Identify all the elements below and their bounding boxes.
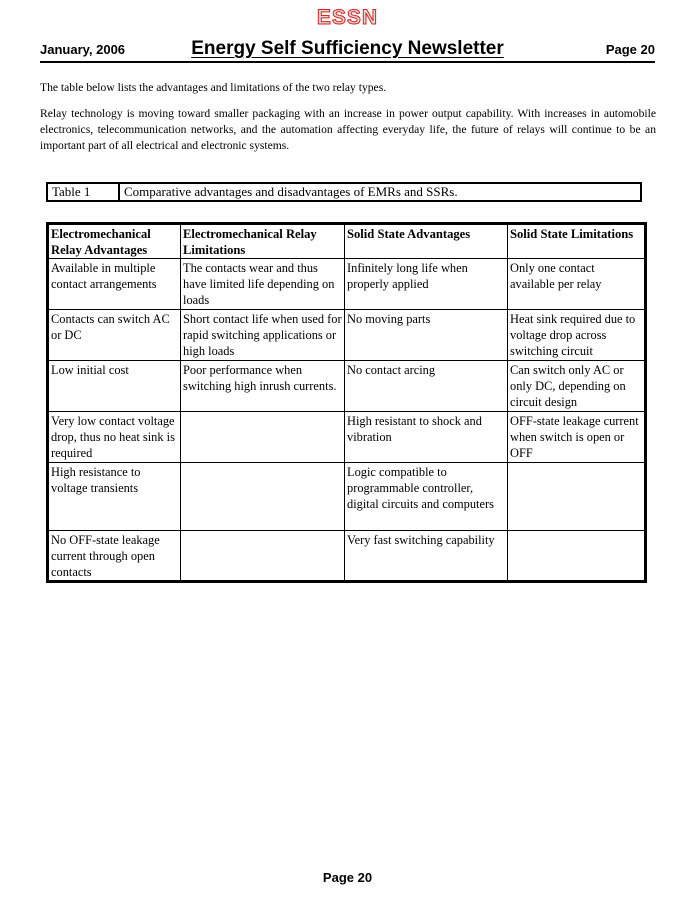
header-cell: Electromechanical Relay Advantages xyxy=(48,224,181,259)
issue-date: January, 2006 xyxy=(40,42,126,57)
table-cell: No moving parts xyxy=(345,310,508,361)
table-cell: Poor performance when switching high inrush currents. xyxy=(181,361,345,412)
table-cell: No OFF-state leakage current through open contacts xyxy=(48,531,181,582)
header-cell: Solid State Limitations xyxy=(508,224,646,259)
relay-technology-paragraph: Relay technology is moving toward smaller packaging with an increase in power output capability. With increases in automobile electronics, telecommunication networks, and the automation affecting everyday life, the future of relays will continue to be an important part of all electrical and electronic systems. xyxy=(40,107,656,152)
table-cell xyxy=(181,412,345,463)
header-cell: Solid State Advantages xyxy=(345,224,508,259)
table-cell: Contacts can switch AC or DC xyxy=(48,310,181,361)
table-cell: Heat sink required due to voltage drop across switching circuit xyxy=(508,310,646,361)
table-cell: Can switch only AC or only DC, depending on circuit design xyxy=(508,361,646,412)
table-header-row xyxy=(48,224,646,259)
table-cell: OFF-state leakage current when switch is open or OFF xyxy=(508,412,646,463)
table-row xyxy=(48,531,646,582)
table-cell: No contact arcing xyxy=(345,361,508,412)
header-page-number: Page 20 xyxy=(605,42,655,57)
footer-page-number: Page 20 xyxy=(322,870,373,885)
table-cell: Infinitely long life when properly applied xyxy=(345,259,508,310)
table-cell: High resistant to shock and vibration xyxy=(345,412,508,463)
table-cell: Short contact life when used for rapid switching applications or high loads xyxy=(181,310,345,361)
table-cell xyxy=(181,531,345,582)
table-row xyxy=(48,412,646,463)
table-cell: The contacts wear and thus have limited life depending on loads xyxy=(181,259,345,310)
table-row xyxy=(48,259,646,310)
table-cell: Very fast switching capability xyxy=(345,531,508,582)
masthead-logo: ESSN xyxy=(316,6,379,29)
table-caption-label: Table 1 xyxy=(48,184,120,200)
table-cell: Very low contact voltage drop, thus no heat sink is required xyxy=(48,412,181,463)
table-caption xyxy=(46,182,642,202)
table-caption-text: Comparative advantages and disadvantages of EMRs and SSRs. xyxy=(124,184,458,199)
intro-paragraph: The table below lists the advantages and limitations of the two relay types. xyxy=(40,81,387,94)
table-row xyxy=(48,310,646,361)
table-cell: Only one contact available per relay xyxy=(508,259,646,310)
table-cell: Low initial cost xyxy=(48,361,181,412)
table-row xyxy=(48,361,646,412)
table-cell: Logic compatible to programmable controller, digital circuits and computers xyxy=(345,463,508,531)
newsletter-title: Energy Self Sufficiency Newsletter xyxy=(191,38,504,59)
table-cell xyxy=(508,463,646,531)
table-cell xyxy=(508,531,646,582)
table-row xyxy=(48,463,646,531)
header-divider xyxy=(40,61,655,63)
table-cell: Available in multiple contact arrangements xyxy=(48,259,181,310)
table-cell: High resistance to voltage transients xyxy=(48,463,181,531)
header-cell: Electromechanical Relay Limitations xyxy=(181,224,345,259)
table-cell xyxy=(181,463,345,531)
relay-comparison-table xyxy=(46,222,647,583)
